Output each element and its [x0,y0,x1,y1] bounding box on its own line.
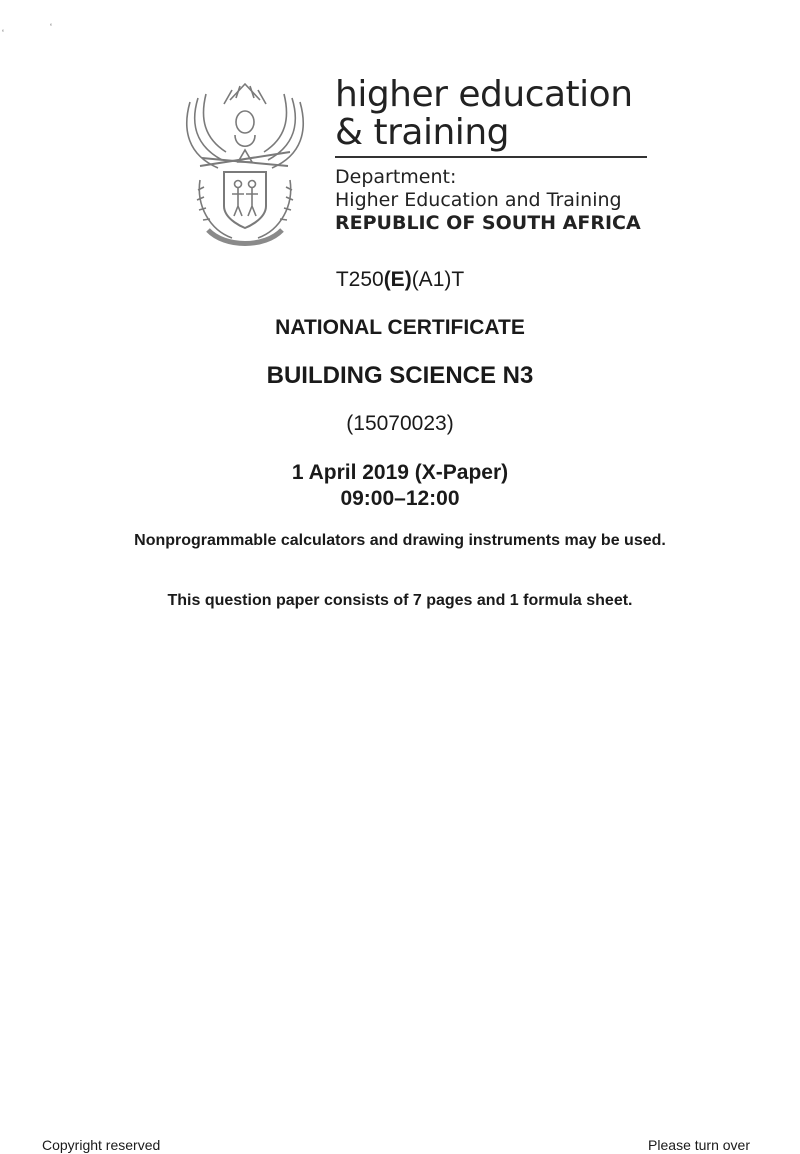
scan-mark: ʻ [50,22,52,32]
instructions: Nonprogrammable calculators and drawing instruments may be used. [134,532,666,549]
department-name: Higher Education and Training [335,189,622,211]
department-label: Department: [335,166,457,188]
paper-code-language: (E) [383,268,412,291]
exam-time: 09:00–12:00 [340,487,460,510]
department-branding [335,76,655,235]
exam-date: 1 April 2019 (X-Paper) [291,461,509,484]
brand-title-line2: & training [335,112,509,153]
brand-divider [335,156,647,158]
certificate-title: NATIONAL CERTIFICATE [275,316,525,339]
footer-turn-over: Please turn over [648,1137,750,1153]
exam-date-block [0,460,800,512]
brand-title-line1: higher education [335,74,633,115]
page-count-note: This question paper consists of 7 pages and 1 formula sheet. [167,592,633,609]
footer-copyright: Copyright reserved [42,1137,161,1153]
republic-name: REPUBLIC OF SOUTH AFRICA [335,212,641,234]
subject-code: (15070023) [346,412,454,435]
subject-title: BUILDING SCIENCE N3 [266,362,534,389]
scan-mark: ʻ [2,28,4,38]
paper-code [0,268,800,292]
coat-of-arms-icon [180,80,310,250]
paper-code-suffix: (A1)T [411,268,465,291]
paper-code-prefix: T250 [335,268,384,291]
